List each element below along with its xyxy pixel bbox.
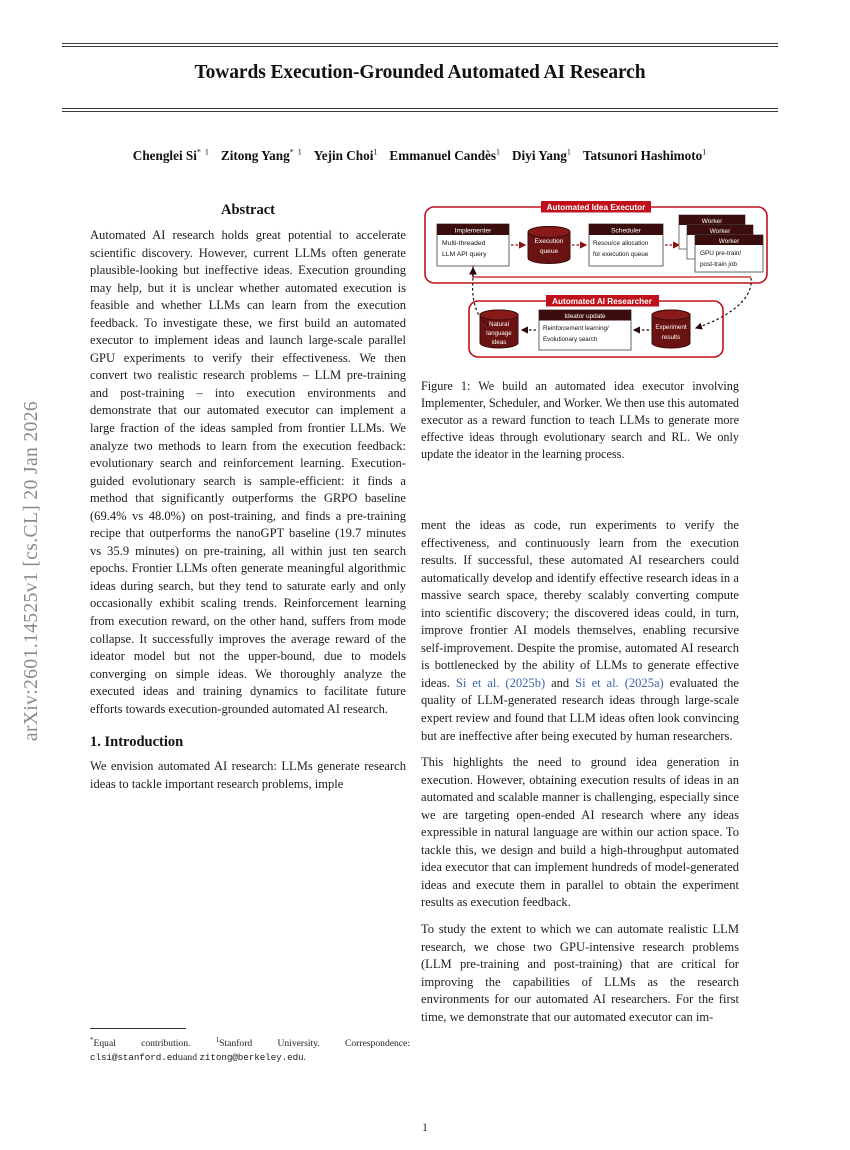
page-number: 1 — [422, 1122, 428, 1134]
page-title: Towards Execution-Grounded Automated AI Research — [194, 62, 646, 83]
introduction-heading: 1. Introduction — [90, 734, 184, 751]
citation-si-2025a[interactable]: Si et al. (2025a) — [575, 675, 664, 690]
node-natural-language-ideas — [480, 310, 518, 348]
author-name: Diyi Yang$^1$ — [512, 148, 572, 164]
node-scheduler — [589, 224, 663, 266]
node-worker-line1: GPU pre-train/ — [700, 250, 742, 257]
node-implementer-line2: LLM API query — [442, 251, 487, 258]
right-p1-a: ment the ideas as code, run experiments to verify the effectiveness, and continuously learn from the execution results. If successful, these automated AI researchers could automatically develop and identify effective research ideas in a massive search space, thereby scalably converting compute into scientific discovery; the discovered ideas could, in turn, improve frontier AI models themselves, enabling recursive self-improvement. Despite the promise, automated AI research is bottlenecked by the ability of LLMs to generate effective ideas. — [421, 518, 739, 690]
right-paragraph-2: This highlights the need to ground idea generation in execution. However, obtaining execution results of ideas in an automated and scalable manner is challenging, especially since we are targeting open-ended AI research where any ideas expressible in natural language are within our action space. To tackle this, we design and build a high-throughput automated idea executor that can implement hundreds of model-generated ideas and execute them in parallel to obtain the experiment results as execution feedback. — [421, 755, 739, 910]
right-column — [421, 517, 739, 1026]
title-rule-top — [62, 43, 778, 47]
footnote-block — [90, 1028, 410, 1064]
author-affiliation-mark: 1 — [566, 148, 572, 157]
author-name: Emmanuel Candès$^1$ — [389, 148, 502, 164]
citation-si-2025b[interactable]: Si et al. (2025b) — [455, 675, 546, 690]
node-nl-ideas-line2: language — [486, 330, 512, 337]
author-affiliation-mark: 1 — [373, 148, 379, 157]
node-ideator-update — [539, 310, 631, 350]
footnote-period: . — [303, 1051, 306, 1063]
footnote-equal-contribution: Equal contribution. — [93, 1038, 191, 1050]
node-nl-ideas-line1: Natural — [489, 321, 509, 328]
figure-1-diagram — [421, 198, 771, 370]
node-ideator-line2: Evolutionary search — [543, 336, 598, 343]
researcher-group-label: Automated AI Researcher — [552, 296, 652, 306]
node-scheduler-line2: for execution queue — [593, 251, 649, 258]
introduction-paragraph: We envision automated AI research: LLMs generate research ideas to tackle important research problems, imple — [90, 759, 406, 791]
node-implementer — [437, 224, 509, 266]
author-affiliation-mark: * 1 — [196, 148, 210, 157]
node-implementer-line1: Multi-threaded — [442, 240, 486, 247]
left-column — [90, 202, 406, 793]
node-worker-header-mid: Worker — [709, 227, 731, 235]
node-scheduler-line1: Resource allocation — [593, 240, 649, 247]
right-paragraph-3: To study the extent to which we can automate realistic LLM research, we chose two GPU-intensive research problems (LLM pre-training and post-training) that are critical for improving the capabilities of LLMs as the research environments for our automated AI researchers. For the first time, we demonstrate that our automated executor can im- — [421, 922, 739, 1024]
author-name: Yejin Choi$^1$ — [313, 148, 379, 164]
node-ideator-line1: Reinforcement learning/ — [543, 325, 609, 332]
footnote-rule — [90, 1028, 186, 1029]
node-execution-queue — [528, 227, 570, 264]
footnote-and: and — [183, 1051, 198, 1063]
executor-group-label: Automated Idea Executor — [546, 202, 646, 212]
node-worker-header-front: Worker — [718, 237, 740, 245]
abstract-text: Automated AI research holds great potential to accelerate scientific discovery. However, current LLMs often generate plausible-looking but ineffective ideas. Execution grounding may help, but it is unclear whether automated execution is feasible and whether LLMs can learn from the execution feedback. To investigate these, we first build an automated executor to implement ideas and launch large-scale parallel GPU experiments to verify their effectiveness. We then convert two realistic research problems – LLM pre-training and post-training – into execution environments and demonstrate that our automated executor can implement a large fraction of the ideas sampled from frontier LLMs. We analyze two methods to learn from the execution feedback: evolutionary search and reinforcement learning. Execution-guided evolutionary search is sample-efficient: it finds a method that significantly outperforms the GRPO baseline (69.4% vs 48.0%) on post-training, and finds a pre-training recipe that outperforms the nanoGPT baseline (19.7 minutes vs 35.9 minutes) on pre-training, all within just ten search epochs. Frontier LLMs often generate meaningful algorithmic ideas during search, but they tend to saturate early and only occasionally exhibit scaling trends. Reinforcement learning from execution reward, on the other hand, suffers from mode collapse. It successfully improves the average reward of the ideator model but not the upper-bound, due to models converging on simple ideas. We thoroughly analyze the executed ideas and training dynamics to facilitate future efforts towards execution-grounded automated AI research. — [90, 228, 406, 716]
author-affiliation-mark: 1 — [702, 148, 708, 157]
footnote-star-mark: * — [90, 1036, 94, 1044]
node-scheduler-header: Scheduler — [611, 227, 641, 235]
node-ideator-header: Ideator update — [564, 313, 606, 320]
email-clsi[interactable]: clsi@stanford.edu — [90, 1051, 184, 1063]
footnote-text — [90, 1034, 410, 1064]
right-p1-end: evaluated the quality of LLM-generated research ideas through large-scale expert review and found that LLM ideas often look convincing but are ineffective after being executed by human researchers. — [421, 675, 740, 743]
node-experiment-results — [652, 310, 690, 348]
node-worker-stack — [679, 215, 763, 272]
node-worker-line2: post-train job — [700, 261, 737, 268]
author-affiliation-mark: 1 — [496, 148, 502, 157]
abstract-heading: Abstract — [221, 202, 275, 218]
right-paragraph-1 — [421, 517, 739, 745]
author-affiliation-mark: * 1 — [289, 148, 303, 157]
node-results-line1: Experiment — [655, 324, 687, 331]
node-nl-ideas-line3: ideas — [491, 339, 507, 346]
right-p1-mid: and — [545, 675, 576, 690]
node-execution-queue-line2: queue — [539, 248, 559, 255]
footnote-affiliation-mark: 1 — [215, 1036, 220, 1044]
arxiv-stamp: arXiv:2601.14525v1 [cs.CL] 20 Jan 2026 — [21, 400, 42, 742]
node-implementer-header: Implementer — [454, 227, 492, 235]
author-list — [62, 148, 778, 164]
node-worker-header-back: Worker — [701, 217, 723, 225]
node-results-line2: results — [661, 334, 681, 341]
author-name: Zitong Yang$^{* 1}$ — [220, 148, 303, 164]
email-zitong[interactable]: zitong@berkeley.edu — [199, 1051, 304, 1063]
title-rule-bottom — [62, 108, 778, 112]
footnote-affiliation: Stanford University. Correspondence: — [219, 1038, 410, 1050]
node-execution-queue-line1: Execution — [534, 238, 564, 245]
author-name: Tatsunori Hashimoto$^1$ — [582, 148, 708, 164]
figure-1-caption: Figure 1: We build an automated idea executor involving Implementer, Scheduler, and Worker. We then use this automated executor as a reward function to teach LLMs to generate more effective ideas through evolutionary search and RL. We only update the ideator in the learning process. — [421, 379, 739, 462]
author-name: Chenglei Si$^{* 1}$ — [132, 148, 210, 164]
